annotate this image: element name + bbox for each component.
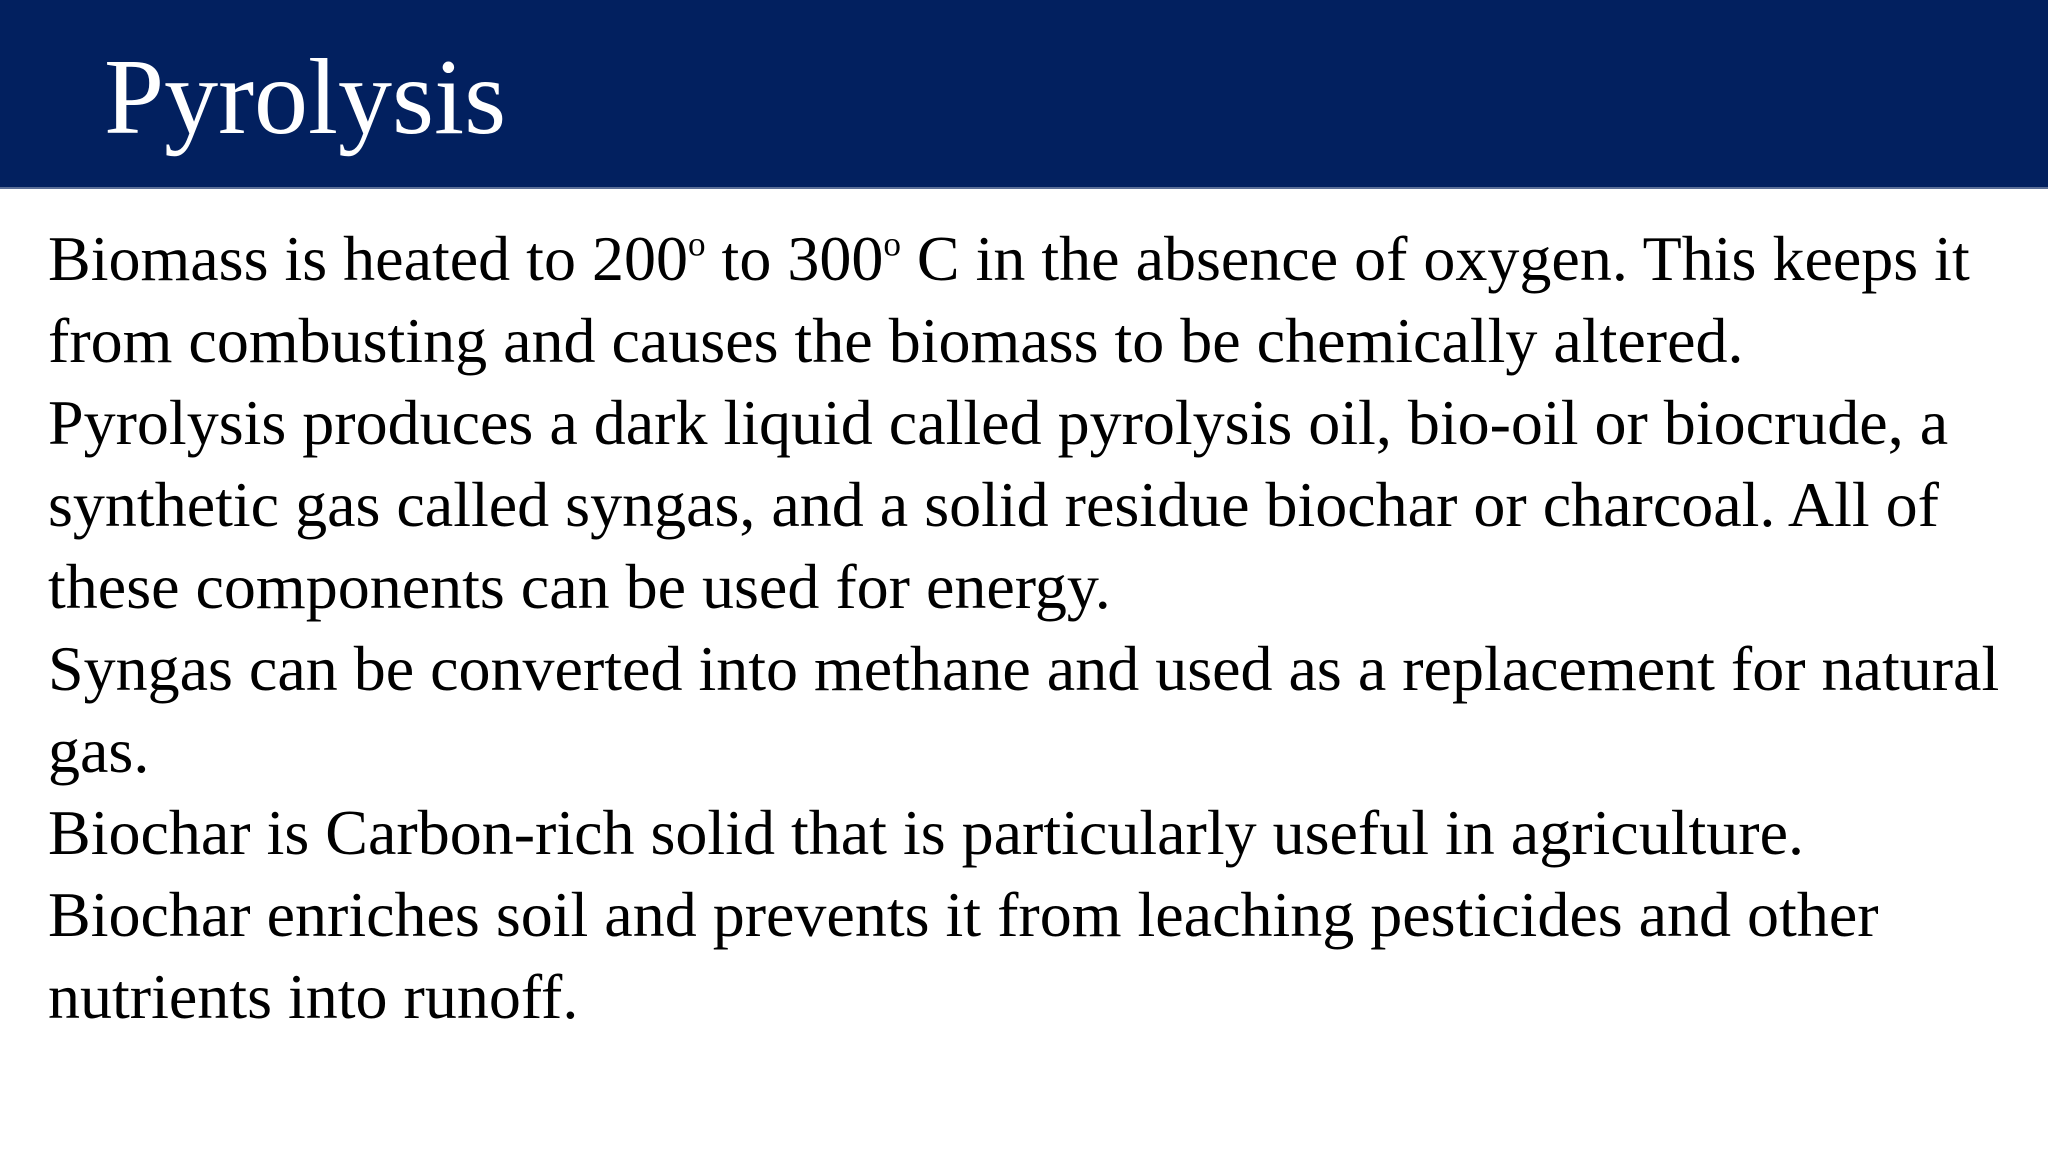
paragraph-heating-text-2: to 300 (705, 223, 884, 294)
slide-body (48, 218, 2018, 1038)
paragraph-products: Pyrolysis produces a dark liquid called pyrolysis oil, bio-oil or biocrude, a synthetic gas called syngas, and a solid residue biochar or charcoal. All of these components can be used for energy. (48, 387, 1949, 622)
degree-superscript: o (687, 224, 706, 264)
title-bar (0, 0, 2048, 189)
slide-title: Pyrolysis (104, 38, 507, 157)
paragraph-biochar: Biochar is Carbon-rich solid that is particularly useful in agriculture. Biochar enriches soil and prevents it from leaching pesticides and other nutrients into runoff. (48, 797, 1879, 1032)
degree-superscript: o (883, 224, 901, 264)
paragraph-heating (48, 218, 2018, 382)
paragraph-syngas: Syngas can be converted into methane and used as a replacement for natural gas. (48, 633, 2000, 786)
paragraph-heating-text-1: Biomass is heated to 200 (48, 223, 688, 294)
paragraph-heating-text-3: C in the absence of oxygen. This keeps it from combusting and causes the biomass to be chemically altered. (48, 223, 1970, 376)
